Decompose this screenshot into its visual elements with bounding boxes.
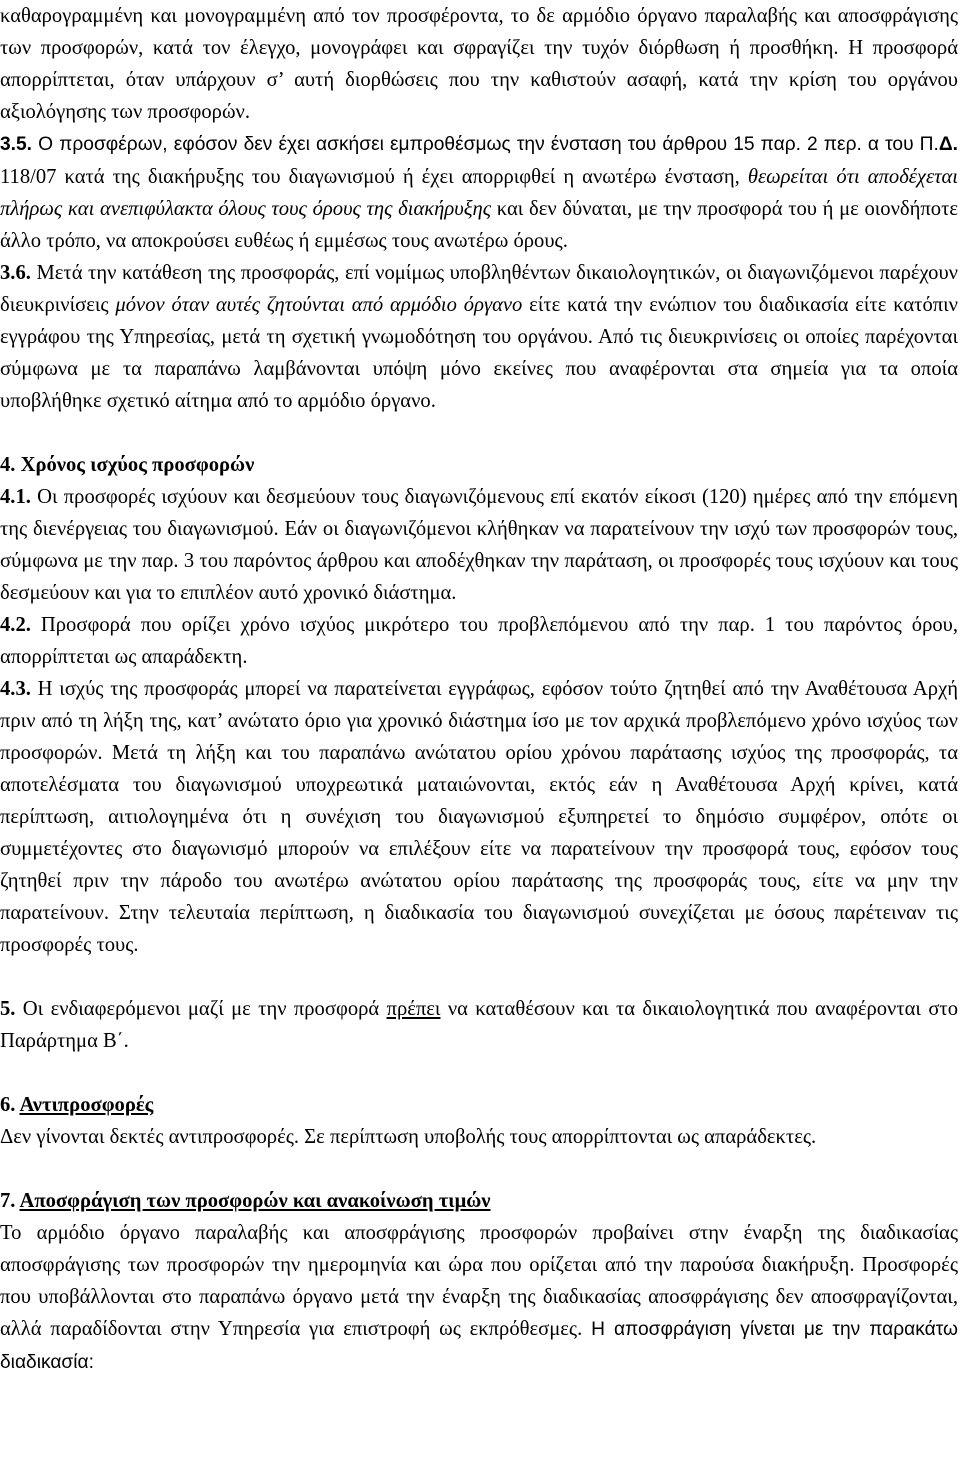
paragraph-text: Οι ενδιαφερόμενοι μαζί με την προσφορά (15, 998, 387, 1020)
spacer (0, 1153, 958, 1185)
continuation-text-rejection: Η προσφορά απορρίπτεται, όταν υπάρχουν σ’ αυτή διορθώσεις που την καθιστούν ασαφή, κατά την κρίση του οργάνου αξιολόγησης των προσφορών. (0, 37, 958, 123)
section-number: 3.5. (0, 134, 33, 155)
spacer (0, 417, 958, 449)
paragraph-3-5 (0, 128, 958, 257)
section-title: Αποσφράγιση των προσφορών και ανακοίνωση τιμών (19, 1190, 491, 1212)
paragraph-text: Προσφορές που υποβάλλονται στο παραπάνω όργανο μετά την έναρξη της διαδικασίας αποσφράγισης δεν αποσφραγίζονται, αλλά παραδίδονται στην Υπηρεσία για επιστροφή ως εκπρόθεσμες. (0, 1254, 958, 1340)
paragraph-continuation (0, 0, 958, 128)
paragraph-text: Η αποσφράγιση γίνεται με την παρακάτω διαδικασία: (0, 1319, 958, 1373)
paragraph-text: Σε περίπτωση υποβολής τους απορρίπτονται ως απαράδεκτες. (299, 1126, 817, 1148)
section-number: 5. (0, 998, 16, 1020)
paragraph-text-bold: Δ. (938, 134, 958, 155)
paragraph-text-italic: μόνον όταν αυτές ζητούνται από αρμόδιο όργανο (115, 294, 523, 316)
paragraph-text: Εάν οι διαγωνιζόμενοι κλήθηκαν να παρατείνουν την ισχύ των προσφορών τους, σύμφωνα με την παρ. 3 του παρόντος άρθρου και αποδέχθηκαν την παράταση, οι προσφορές τους ισχύουν και τους δεσμεύουν και για το επιπλέον αυτό χρονικό διάστημα. (0, 518, 959, 604)
spacer (0, 961, 958, 993)
paragraph-4-2 (0, 609, 958, 673)
continuation-text: καθαρογραμμένη και μονογραμμένη από τον προσφέροντα, το δε αρμόδιο όργανο παραλαβής και αποσφράγισης των προσφορών, κατά τον έλεγχο, μονογράφει και σφραγίζει την τυχόν διόρθωση ή προσθήκη. (0, 5, 958, 59)
section-7-heading (0, 1185, 958, 1217)
paragraph-text: Μετά την κατάθεση της προσφοράς, επί νομίμως υποβληθέντων δικαιολογητικών, οι διαγωνιζόμενοι παρέχουν διευκρινίσεις (0, 262, 958, 316)
section-title: Αντιπροσφορές (19, 1094, 154, 1116)
paragraph-4-3 (0, 673, 958, 961)
paragraph-text: Ο προσφέρων, εφόσον δεν έχει ασκήσει εμπροθέσμως την ένσταση του άρθρου 15 παρ. 2 περ. α του Π. (32, 134, 939, 155)
paragraph-6 (0, 1121, 958, 1153)
paragraph-text: Το αρμόδιο όργανο παραλαβής και αποσφράγισης προσφορών προβαίνει στην έναρξη της διαδικασίας αποσφράγισης των προσφορών την ημερομηνία και ώρα που ορίζεται από την παρούσα διακήρυξη. (0, 1222, 958, 1276)
paragraph-text: Δεν γίνονται δεκτές αντιπροσφορές. (0, 1126, 300, 1148)
paragraph-text: και δεν δύναται, με την προσφορά του ή με οιονδήποτε άλλο τρόπο, να αποκρούσει ευθέως ή εμμέσως τους ανωτέρω όρους. (0, 198, 958, 252)
section-6-heading (0, 1089, 958, 1121)
paragraph-3-6 (0, 257, 958, 417)
paragraph-7 (0, 1217, 958, 1379)
section-number: 4.1. (0, 486, 31, 508)
section-number: 4.3. (0, 678, 31, 700)
section-number: 4.2. (0, 614, 31, 636)
paragraph-text: Προσφορά που ορίζει χρόνο ισχύος μικρότερο του προβλεπόμενου από την παρ. 1 του παρόντος όρου, απορρίπτεται ως απαράδεκτη. (0, 614, 958, 668)
paragraph-text: Στην τελευταία περίπτωση, η διαδικασία του διαγωνισμού συνεχίζεται με όσους παρέτειναν τις προσφορές τους. (0, 902, 958, 956)
section-number: 6. (0, 1094, 20, 1116)
section-number: 7. (0, 1190, 20, 1212)
paragraph-text: Η ισχύς της προσφοράς μπορεί να παρατείνεται εγγράφως, εφόσον τούτο ζητηθεί από την Αναθέτουσα Αρχή πριν από τη λήξη της, κατ’ ανώτατο όριο για χρονικό διάστημα ίσο με τον αρχικά προβλεπόμενο χρόνο ισχύος των προσφορών. (0, 678, 958, 764)
paragraph-text: Από τις διευκρινίσεις οι οποίες παρέχονται σύμφωνα με τα παραπάνω λαμβάνονται υπόψη μόνο εκείνες που αναφέρονται στα σημεία για τα οποία υποβλήθηκε σχετικό αίτημα από το αρμόδιο όργανο. (0, 326, 958, 412)
paragraph-4-1 (0, 481, 958, 609)
underlined-word: πρέπει (386, 998, 441, 1020)
paragraph-text: είτε κατά την ενώπιον του διαδικασία είτε κατόπιν εγγράφου της Υπηρεσίας, μετά τη σχετική γνωμοδότηση του οργάνου. (0, 294, 958, 348)
paragraph-5 (0, 993, 958, 1057)
spacer (0, 1057, 958, 1089)
section-number: 3.6. (0, 262, 31, 284)
paragraph-text: 118/07 κατά της διακήρυξης του διαγωνισμού ή έχει απορριφθεί η ανωτέρω ένσταση, (0, 166, 748, 188)
paragraph-text: Οι προσφορές ισχύουν και δεσμεύουν τους διαγωνιζόμενους επί εκατόν είκοσι (120) ημέρες από την επόμενη της διενέργειας του διαγωνισμού. (0, 486, 958, 540)
paragraph-text: να καταθέσουν και τα δικαιολογητικά που αναφέρονται στο Παράρτημα Β΄. (0, 998, 958, 1052)
paragraph-text: Μετά τη λήξη και του παραπάνω ανώτατου ορίου χρόνου παράτασης ισχύος της προσφοράς, τα αποτελέσματα του διαγωνισμού υποχρεωτικά ματαιώνονται, εκτός εάν η Αναθέτουσα Αρχή κρίνει, κατά περίπτωση, αιτιολογημένα ότι η συνέχιση του διαγωνισμού εξυπηρετεί το δημόσιο συμφέρον, οπότε οι συμμετέχοντες στο διαγωνισμό μπορούν να επιλέξουν είτε να παρατείνουν την προσφορά τους, εφόσον τους ζητηθεί πριν την πάροδο του ανωτέρω ανώτατου ορίου παράτασης της προσφοράς τους, είτε να μην την παρατείνουν. (0, 742, 958, 924)
section-4-heading: 4. Χρόνος ισχύος προσφορών (0, 454, 255, 476)
paragraph-text-italic: θεωρείται ότι αποδέχεται πλήρως και ανεπιφύλακτα όλους τους όρους της διακήρυξης (0, 166, 958, 220)
